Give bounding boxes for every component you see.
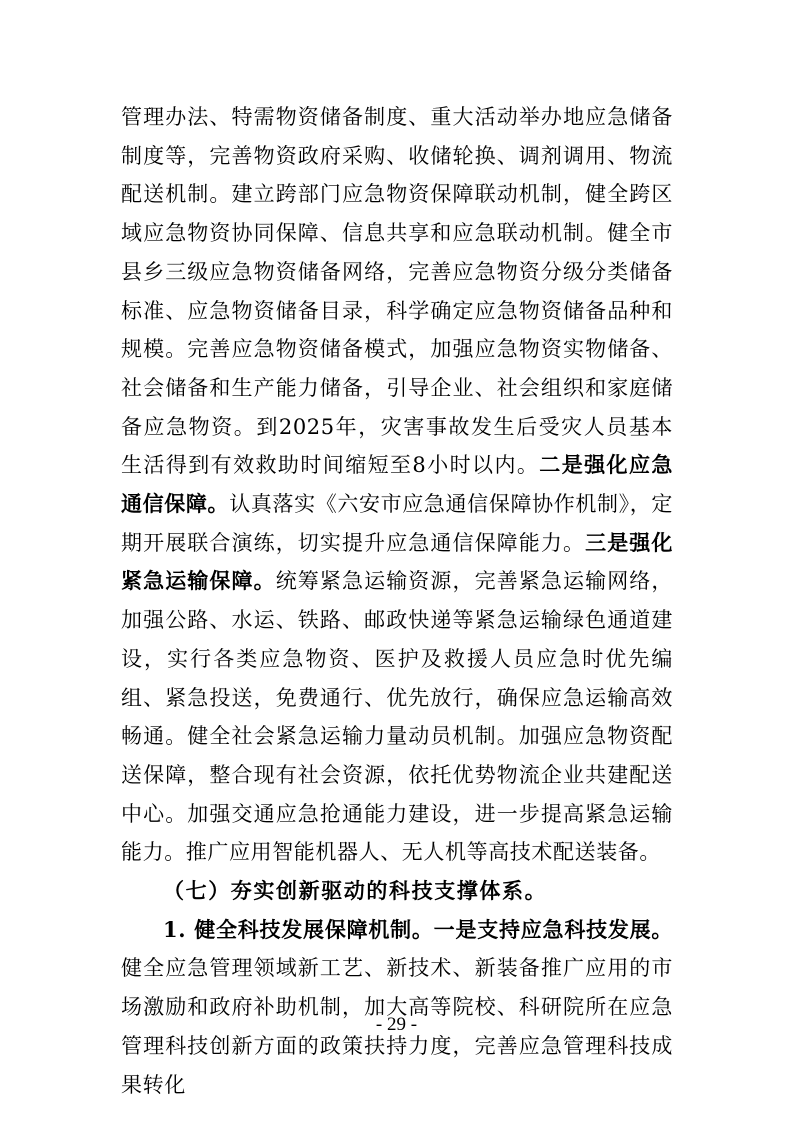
section-heading: （七）夯实创新驱动的科技支撑体系。 xyxy=(163,878,548,904)
bold-run: 二是强化应急通信保障。 xyxy=(121,452,673,517)
run: 健全应急管理领域新工艺、新技术、新装备推广应用的市场激励和政府补助机制，加大高等院校、科研院所在应急管理科技创新方面的政策扶持力度，完善应急管理科技成果转化 xyxy=(121,956,673,1097)
run: 认真落实《六安市应急通信保障协作机制》，定期开展联合演练，切实提升应急通信保障能力。 xyxy=(121,492,673,555)
bold-run: 三是强化紧急运输保障。 xyxy=(121,529,673,594)
paragraph-1 xyxy=(121,98,673,872)
body-text xyxy=(121,98,673,1104)
run: 统筹紧急运输资源，完善紧急运输网络，加强公路、水运、铁路、邮政快递等紧急运输绿色通道建设，实行各类应急物资、医护及救援人员应急时优先编组、紧急投送，免费通行、优先放行，确保应急运输高效畅通。健全社会紧急运输力量动员机制。加强应急物资配送保障，整合现有社会资源，依托优势物流企业共建配送中心。加强交通应急抢通能力建设，进一步提高紧急运输能力。推广应用智能机器人、无人机等高技术配送装备。 xyxy=(121,569,673,865)
paragraph-2 xyxy=(121,911,673,1105)
run: 管理办法、特需物资储备制度、重大活动举办地应急储备制度等，完善物资政府采购、收储轮换、调剂调用、物流配送机制。建立跨部门应急物资保障联动机制，健全跨区域应急物资协同保障、信息共享和应急联动机制。健全市县乡三级应急物资储备网络，完善应急物资分级分类储备标准、应急物资储备目录，科学确定应急物资储备品种和规模。完善应急物资储备模式，加强应急物资实物储备、社会储备和生产能力储备，引导企业、社会组织和家庭储备应急物资。到2025年，灾害事故发生后受灾人员基本生活得到有效救助时间缩短至8小时以内。 xyxy=(121,105,673,478)
page-number: - 29 - xyxy=(375,1014,418,1035)
bold-run: 1. 健全科技发展保障机制。一是支持应急科技发展。 xyxy=(163,916,673,942)
